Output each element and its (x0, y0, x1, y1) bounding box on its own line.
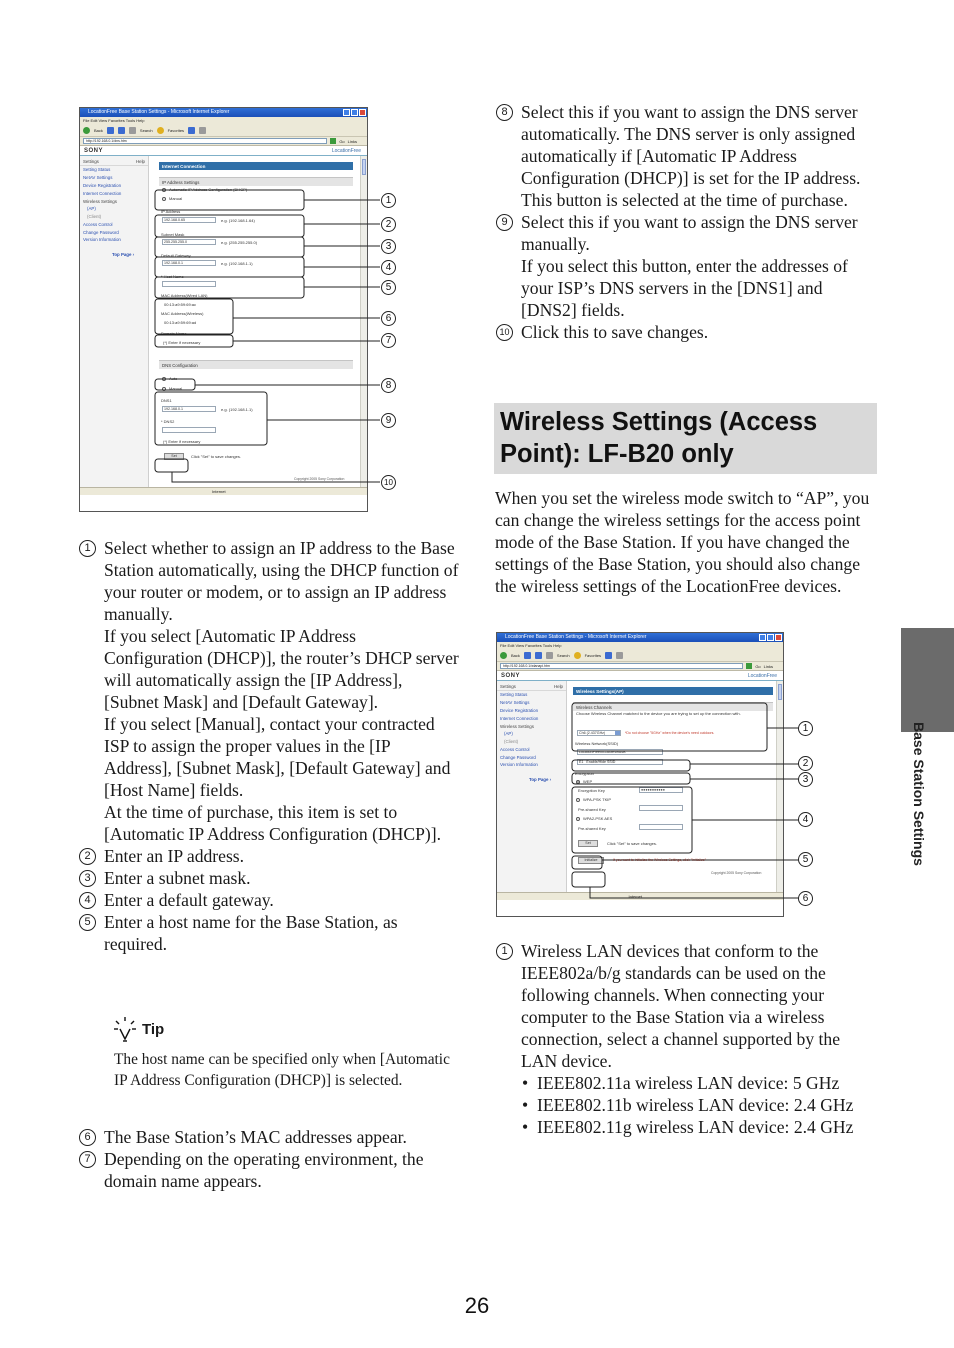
wpa-psk-tkip-option[interactable] (576, 797, 611, 802)
dns2-label: * DNS2 (161, 419, 175, 424)
sidebar-item-internet-connection[interactable]: Internet Connection (500, 715, 539, 721)
step-item-2 (79, 845, 459, 867)
step-number: 3 (79, 870, 96, 887)
callout-2: 2 (798, 756, 813, 771)
channels-text: Choose Wireless Channel matched to the device you are trying to set up the connection with. (576, 711, 741, 716)
psk-input-2[interactable] (639, 824, 683, 830)
address-bar (497, 662, 783, 671)
ip-example: e.g. (192.168.1.64) (221, 218, 255, 223)
dns1-input[interactable]: 192.168.0.1 (162, 406, 216, 412)
enc-key-label: Encryption Key (578, 788, 605, 793)
step-text: Wireless LAN devices that conform to the IEEE802a/b/g standards can be used on the following channels. When connecting your computer to the Base Station via a wireless connection, select a channel supported by the LAN device. (521, 941, 841, 1071)
step-item-4 (79, 889, 459, 911)
psk-label-1: Pre-shared Key (578, 807, 606, 812)
security-label: Encryption (575, 771, 594, 776)
section-intro: When you set the wireless mode switch to “AP”, you can change the wireless settings for the access point mode of the Base Station. If you have changed the settings of the Base Station, you should also change the wireless settings of the LocationFree devices. (495, 488, 870, 596)
vertical-scrollbar[interactable] (360, 156, 367, 487)
wpa2-psk-aes-label: WPA2-PSK AES (583, 816, 613, 821)
step-item-6 (79, 1126, 459, 1148)
window-title: LocationFree Base Station Settings - Microsoft Internet Explorer (505, 634, 647, 640)
set-hint: Click "Set" to save changes. (191, 454, 241, 459)
ssid-option-select[interactable] (577, 759, 663, 765)
sidebar-header (80, 156, 148, 166)
step-number: 6 (79, 1129, 96, 1146)
dns1-example: e.g. (192.168.1.1) (221, 407, 253, 412)
bullet-item: • IEEE802.11b wireless LAN device: 2.4 GHz (521, 1094, 880, 1116)
step-number: 2 (79, 848, 96, 865)
callout-6: 6 (381, 311, 396, 326)
dhcp-option[interactable] (162, 187, 247, 192)
callout-8: 8 (381, 378, 396, 393)
sidebar-item-internet-connection[interactable]: Internet Connection (83, 190, 122, 196)
back-label[interactable]: Back (94, 127, 103, 133)
mask-label: Subnet Mask (161, 232, 185, 237)
settings-sidebar (497, 681, 567, 900)
print-icon[interactable] (199, 127, 206, 134)
bullet-item: • IEEE802.11a wireless LAN device: 5 GHz (521, 1072, 880, 1094)
subnet-mask-input[interactable]: 255.255.255.0 (162, 239, 216, 245)
window-title: LocationFree Base Station Settings - Microsoft Internet Explorer (88, 109, 230, 115)
initialize-hint: If you want to initialize the Wireless Settings, click "Initialize" (613, 858, 706, 862)
sidebar-item-change-password[interactable]: Change Password (83, 229, 119, 235)
step-number: 4 (79, 892, 96, 909)
address-bar (80, 137, 367, 146)
brand-header (80, 146, 367, 156)
dns2-input[interactable] (162, 427, 216, 433)
top-page-label[interactable]: Top Page (529, 776, 549, 782)
links-label[interactable]: Links (763, 663, 773, 669)
maximize-icon[interactable] (351, 109, 358, 116)
sidebar-item-ap[interactable]: (AP) (504, 731, 513, 737)
locationfree-logo: LocationFree (331, 147, 361, 154)
sidebar-item-device-registration[interactable]: Device Registration (83, 182, 122, 188)
wep-label: WEP (583, 779, 593, 784)
menu-bar[interactable]: File Edit View Favorites Tools Help (80, 117, 367, 124)
go-icon[interactable] (330, 138, 336, 144)
status-bar (80, 487, 367, 495)
gateway-label: Default Gateway (161, 253, 191, 258)
screenshot-wireless-settings (496, 632, 784, 917)
tip-header (114, 1016, 454, 1042)
host-name-label: * Host Name (161, 274, 184, 279)
sidebar-item-version-information[interactable]: Version Information (83, 237, 121, 243)
refresh-icon[interactable] (524, 652, 531, 659)
chevron-down-icon[interactable] (615, 731, 620, 735)
sidebar-heading: Settings (500, 684, 516, 689)
minimize-icon[interactable] (759, 634, 766, 641)
mac-wired-value: 00:13:a9:59:69:ac (164, 302, 197, 307)
step-text: Enter an IP address. (104, 846, 245, 866)
page-title: Internet Connection (159, 162, 353, 170)
callout-5: 5 (798, 852, 813, 867)
dns-manual-radio[interactable] (162, 387, 166, 391)
callout-5: 5 (381, 280, 396, 295)
sidebar-item-wireless-settings[interactable]: Wireless Settings (83, 198, 117, 204)
step-text: Select whether to assign an IP address to the Base Station automatically, using the DHCP function of your router or modem, or to assign an IP address manually. (104, 538, 459, 624)
wep-radio[interactable] (576, 780, 580, 784)
steps-list-4 (496, 940, 880, 1138)
step-text: The Base Station’s MAC addresses appear. (104, 1127, 407, 1147)
tip-text: The host name can be specified only when [Automatic IP Address Configuration (DHCP)] is selected. (114, 1051, 450, 1089)
psk-input-1[interactable] (639, 805, 683, 811)
set-hint: Click "Set" to save changes. (607, 841, 657, 846)
ssid-option-value: E1 (579, 760, 584, 764)
gateway-example: e.g. (192.168.1.1) (221, 261, 253, 266)
steps-list-2 (79, 1126, 459, 1192)
step-item-7 (79, 1148, 459, 1192)
sidebar-item-setting-status[interactable]: Setting Status (500, 692, 528, 698)
step-text: If you select [Automatic IP Address Configuration (DHCP)], the router’s DHCP server will automatically assign the [IP Address], [Subnet Mask] and [Default Gateway]. (104, 626, 459, 712)
step-item-3 (79, 867, 459, 889)
wpa-psk-tkip-label: WPA-PSK TKIP (583, 797, 612, 802)
step-text: Select this if you want to assign the DNS server automatically. The DNS server is only assigned automatically if [Automatic IP Address Configuration (DHCP)] is set for the IP address. (521, 102, 861, 188)
callout-2: 2 (381, 217, 396, 232)
minimize-icon[interactable] (343, 109, 350, 116)
dhcp-label: Automatic IP Address Configuration (DHCP) (169, 187, 248, 192)
dns-required-note: (*) Enter if necessary (163, 439, 201, 444)
sidebar-item-change-password[interactable]: Change Password (500, 754, 536, 760)
dns-auto-label: Auto (169, 376, 178, 381)
close-icon[interactable] (359, 109, 366, 116)
required-note: (*) Enter if necessary (163, 340, 201, 345)
search-icon[interactable] (129, 127, 136, 134)
ssid-option-label: Enable/Hide SSID (586, 760, 616, 764)
mac-wireless-label: MAC Address(Wireless) (161, 311, 204, 316)
top-page-link[interactable]: Top Page › (112, 251, 135, 257)
links-label[interactable]: Links (347, 138, 357, 144)
chapter-label: Base Station Settings (911, 722, 927, 866)
browser-toolbar (80, 124, 367, 137)
sidebar-item-client: (Client) (504, 739, 519, 745)
search-label[interactable]: Search (556, 652, 570, 658)
callout-7: 7 (381, 333, 396, 348)
search-label[interactable]: Search (139, 127, 153, 133)
step-text: Click this to save changes. (521, 322, 709, 342)
screenshot-internet-connection (79, 107, 368, 512)
sidebar-heading: Settings (83, 159, 99, 164)
callout-4: 4 (798, 812, 813, 827)
go-icon[interactable] (746, 663, 752, 669)
wpa-psk-tkip-radio[interactable] (576, 798, 580, 802)
maximize-icon[interactable] (767, 634, 774, 641)
vertical-scrollbar[interactable] (776, 681, 783, 892)
favorites-icon[interactable] (157, 127, 164, 134)
tip-label: Tip (142, 1020, 165, 1038)
bullet-item: • IEEE802.11g wireless LAN device: 2.4 GHz (521, 1116, 880, 1138)
enc-key-input[interactable]: ●●●●●●●●●●● (639, 787, 683, 793)
wpa2-psk-aes-radio[interactable] (576, 817, 580, 821)
channel-value: Ch6 (2.437GHz) (579, 731, 606, 735)
help-link[interactable]: Help (135, 159, 145, 164)
dns-manual-label: Manual (169, 386, 183, 391)
sidebar-item-client: (Client) (87, 214, 102, 220)
ip-label: IP Address (161, 209, 181, 214)
sidebar-item-access-control[interactable]: Access Control (500, 746, 530, 752)
mail-icon[interactable] (605, 652, 612, 659)
close-icon[interactable] (775, 634, 782, 641)
address-field[interactable]: http://192.168.0.1/wlanapi.htm (500, 663, 743, 669)
step-number: 1 (79, 540, 96, 557)
callout-1: 1 (798, 721, 813, 736)
menu-bar[interactable]: File Edit View Favorites Tools Help (497, 642, 783, 649)
wep-option[interactable] (576, 779, 592, 784)
mask-example: e.g. (255.255.255.0) (221, 240, 258, 245)
dns-section-header: DNS Configuration (159, 360, 353, 369)
step-item-1 (79, 537, 459, 845)
channel-bullet-list (521, 1072, 880, 1138)
back-label[interactable]: Back (511, 652, 520, 658)
help-link[interactable]: Help (553, 684, 563, 689)
step-item-8 (496, 101, 880, 211)
dns-auto-option[interactable] (162, 376, 177, 381)
step-text: Select this if you want to assign the DNS server manually. (521, 212, 858, 254)
step-text: Enter a subnet mask. (104, 868, 251, 888)
print-icon[interactable] (616, 652, 623, 659)
copyright: Copyright 2005 Sony Corporation (711, 871, 762, 875)
sony-logo: SONY (84, 147, 104, 154)
sidebar-item-access-control[interactable]: Access Control (83, 221, 113, 227)
step-number: 7 (79, 1151, 96, 1168)
dhcp-radio[interactable] (162, 188, 166, 192)
refresh-icon[interactable] (107, 127, 114, 134)
mac-wireless-value: 00:13:a9:59:69:ad (164, 320, 197, 325)
step-number: 5 (79, 914, 96, 931)
step-item-channel (496, 940, 880, 1138)
ip-address-input[interactable]: 192.168.0.65 (162, 217, 216, 223)
step-text: At the time of purchase, this item is set to [Automatic IP Address Configuration (DHCP)]. (104, 802, 442, 844)
step-number: 8 (496, 104, 513, 121)
search-icon[interactable] (546, 652, 553, 659)
callout-3: 3 (798, 772, 813, 787)
ssid-input[interactable]: LocationFree0013A9E69A4B (577, 749, 663, 755)
sidebar-item-setting-status[interactable]: Setting Status (83, 167, 111, 173)
page-body (497, 681, 783, 900)
favorites-label[interactable]: Favorites (584, 652, 602, 658)
status-zone: Internet (212, 489, 226, 494)
go-label[interactable]: Go (339, 138, 345, 144)
sidebar-item-ap[interactable]: (AP) (87, 206, 96, 212)
ip-section-header: IP Address Settings (159, 177, 353, 186)
step-item-5 (79, 911, 459, 955)
set-button[interactable]: Set (164, 453, 184, 460)
window-title-bar (497, 633, 783, 642)
step-text: If you select [Manual], contact your contracted ISP to assign the proper values in the [IP Address], [Subnet Mask], [Default Gateway] and [Host Name] fields. (104, 714, 451, 800)
mail-icon[interactable] (188, 127, 195, 134)
step-text: If you select this button, enter the addresses of your ISP’s DNS servers in the [DNS1] and [DNS2] fields. (521, 256, 848, 320)
favorites-icon[interactable] (574, 652, 581, 659)
host-name-input[interactable] (162, 281, 216, 287)
step-text: Enter a host name for the Base Station, as required. (104, 912, 398, 954)
sidebar-header (497, 681, 566, 691)
domain-label: Domain Name (161, 331, 187, 336)
page-title: Wireless Settings(AP) (573, 687, 773, 695)
settings-sidebar (80, 156, 149, 495)
callout-9: 9 (381, 413, 396, 428)
address-field[interactable]: http://192.168.0.1/dns.htm (83, 138, 327, 144)
psk-label-2: Pre-shared Key (578, 826, 606, 831)
ssid-label: Wireless Network(SSID) (575, 741, 619, 746)
page-body (80, 156, 367, 495)
callout-10: 10 (381, 475, 396, 490)
go-label[interactable]: Go (755, 663, 761, 669)
steps-list-1 (79, 537, 459, 955)
window-title-bar (80, 108, 367, 117)
top-page-label[interactable]: Top Page (112, 251, 132, 257)
step-text: Enter a default gateway. (104, 890, 274, 910)
status-zone: Internet (628, 894, 643, 899)
dns1-label: DNS1 (161, 398, 172, 403)
mac-wired-label: MAC Address(Wired LAN) (161, 293, 208, 298)
copyright: Copyright 2005 Sony Corporation (294, 477, 345, 481)
wpa2-psk-aes-option[interactable] (576, 816, 612, 821)
sidebar-item-netav-settings[interactable]: NetAV Settings (500, 700, 530, 706)
dns-manual-option[interactable] (162, 386, 182, 391)
locationfree-logo: LocationFree (747, 672, 777, 679)
callout-1: 1 (381, 193, 396, 208)
home-icon[interactable] (118, 127, 125, 134)
lightbulb-icon (114, 1016, 136, 1042)
channel-select[interactable] (577, 730, 621, 736)
wireless-settings-panel (573, 687, 773, 897)
internet-connection-panel (159, 162, 353, 492)
sidebar-item-netav-settings[interactable]: NetAV Settings (83, 175, 113, 181)
step-number: 9 (496, 214, 513, 231)
step-text: Depending on the operating environment, the domain name appears. (104, 1149, 424, 1191)
tip-box (114, 1016, 454, 1091)
brand-header (497, 671, 783, 681)
top-page-link[interactable]: Top Page › (529, 776, 552, 782)
set-button[interactable]: Set (578, 840, 598, 847)
step-item-10 (496, 321, 880, 343)
channels-section-header: Wireless Channels (573, 702, 773, 711)
status-bar (497, 892, 783, 900)
dns-auto-radio[interactable] (162, 377, 166, 381)
back-icon[interactable] (500, 652, 507, 659)
page-number: 26 (464, 1293, 490, 1318)
back-icon[interactable] (83, 127, 90, 134)
section-heading: Wireless Settings (Access Point): LF-B20 only (494, 403, 877, 474)
home-icon[interactable] (535, 652, 542, 659)
step-number: 1 (496, 943, 513, 960)
callout-3: 3 (381, 239, 396, 254)
callout-4: 4 (381, 260, 396, 275)
sony-logo: SONY (501, 672, 521, 679)
steps-list-3 (496, 101, 880, 343)
initialize-button[interactable]: Initialize (578, 857, 604, 864)
callout-6: 6 (798, 891, 813, 906)
channel-note: *Do not choose "5GHz" when the device's need outdoors. (625, 731, 715, 735)
sidebar-item-wireless-settings[interactable]: Wireless Settings (500, 723, 534, 729)
manual-label: Manual (169, 196, 183, 201)
sidebar-item-version-information[interactable]: Version Information (500, 762, 538, 768)
step-number: 10 (496, 324, 513, 341)
manual-option[interactable] (162, 196, 182, 201)
manual-radio[interactable] (162, 197, 166, 201)
step-text: This button is selected at the time of purchase. (521, 190, 848, 210)
browser-toolbar (497, 649, 783, 662)
step-item-9 (496, 211, 880, 321)
favorites-label[interactable]: Favorites (167, 127, 185, 133)
gateway-input[interactable]: 192.168.0.1 (162, 260, 216, 266)
sidebar-item-device-registration[interactable]: Device Registration (500, 707, 539, 713)
